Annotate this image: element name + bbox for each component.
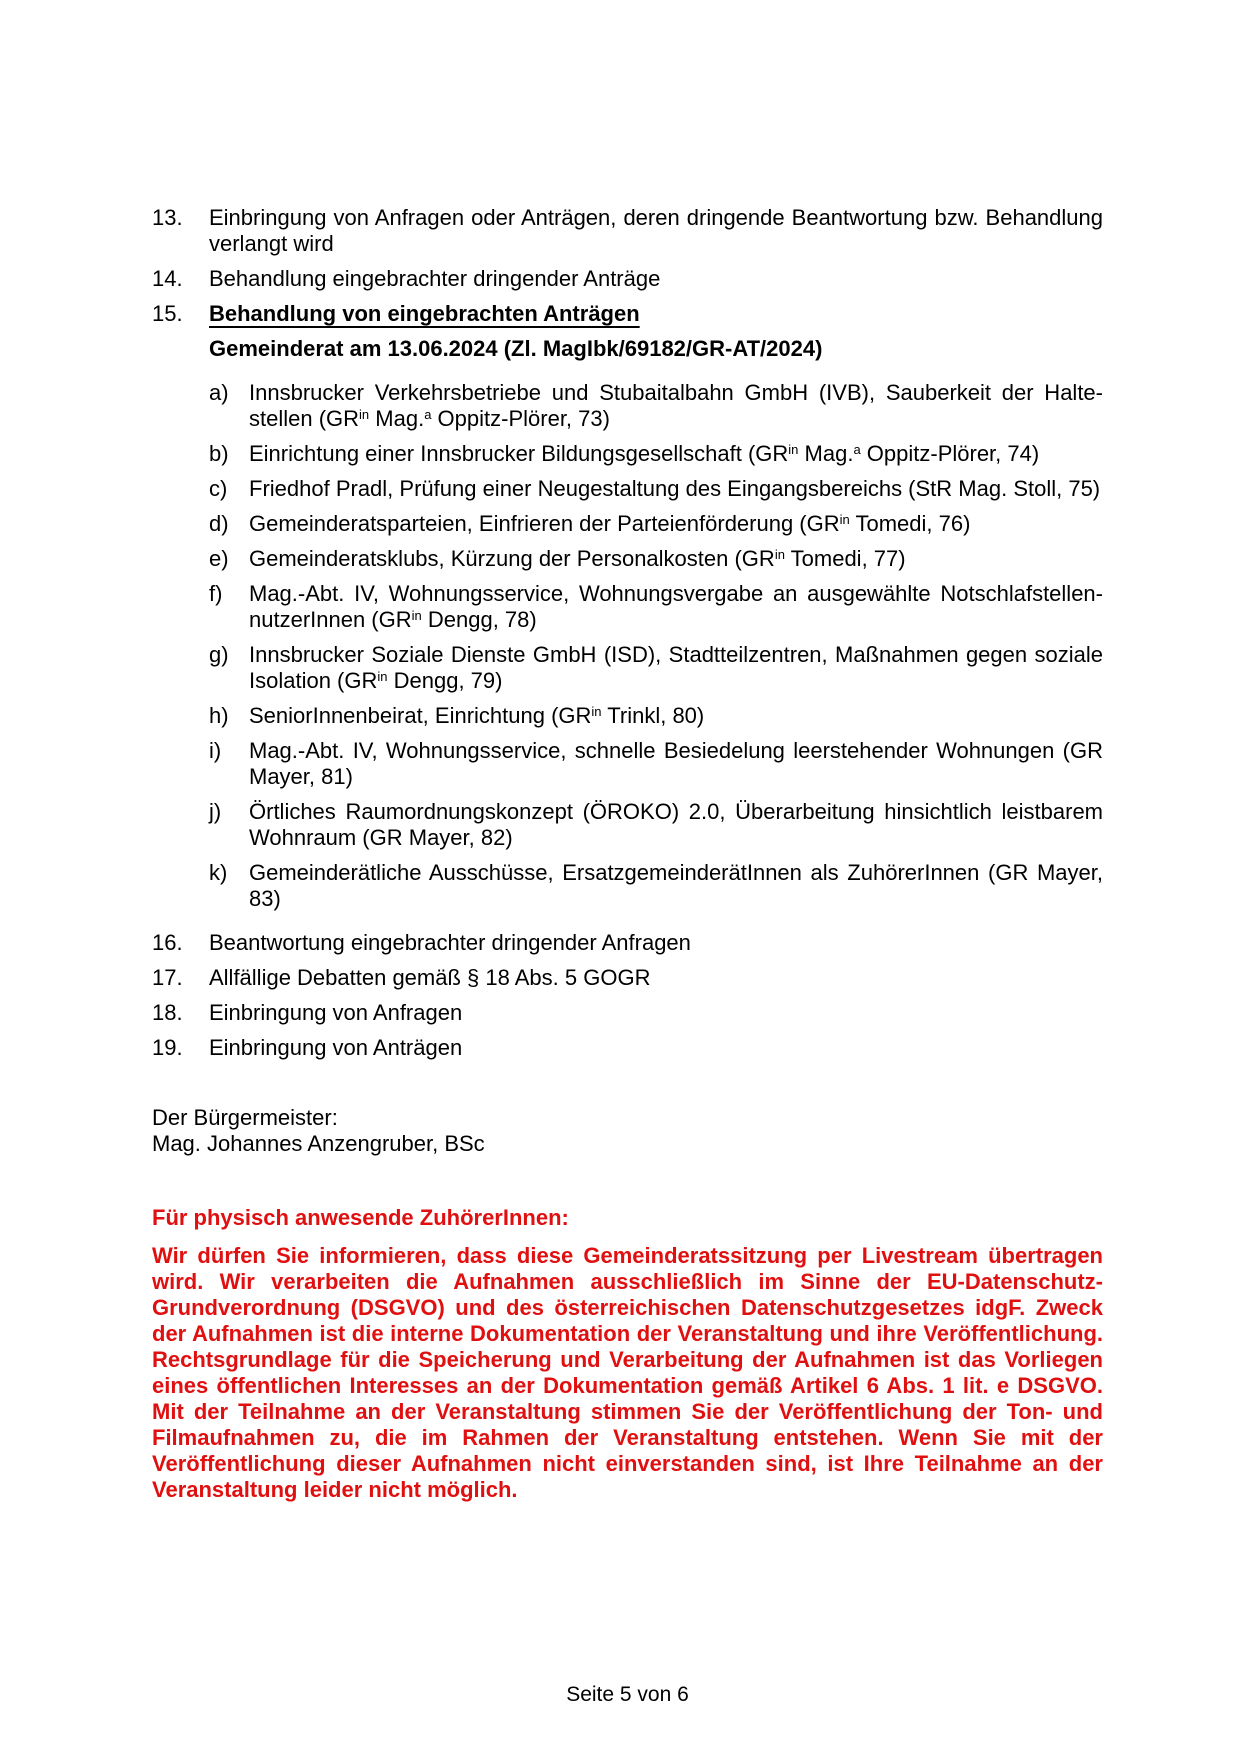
privacy-notice-heading: Für physisch anwesende ZuhörerInnen: <box>152 1205 569 1230</box>
subitem-text: Mag.-Abt. IV, Wohnungsservice, Wohnungsvergabe an ausgewählte NotschlafstellennutzerInnen ($GR^{in}$ Dengg, 78) <box>249 581 1103 632</box>
subitem-text: Gemeinderätliche Ausschüsse, ErsatzgemeinderätInnen als ZuhörerInnen (GR Mayer, 83) <box>249 860 1103 911</box>
signature-name: Mag. Johannes Anzengruber, BSc <box>152 1131 485 1156</box>
signature-title: Der Bürgermeister: <box>152 1105 338 1130</box>
agenda-item-15 <box>152 301 1103 921</box>
subitem-text: Gemeinderatsparteien, Einfrieren der Parteienförderung ($GR^{in}$ Tomedi, 76) <box>249 511 971 536</box>
agenda-subitem-a <box>209 380 1103 432</box>
subitem-letter: h) <box>209 703 229 728</box>
item-text: Einbringung von Anfragen <box>209 1000 463 1025</box>
subitem-letter: f) <box>209 581 223 606</box>
privacy-notice-body: Wir dürfen Sie informieren, dass diese Gemeinderatssitzung per Livestream übertragen wird. Wir verarbeiten die Aufnahmen ausschließlich im Sinne der EU-Datenschutz-Grundverordnung (DSGVO) und des österreichischen Datenschutzgesetzes idgF. Zweck der Aufnahmen ist die interne Dokumentation der Veranstaltung und ihre Veröffentlichung. Rechtsgrundlage für die Speicherung und Verarbeitung der Aufnahmen ist das Vorliegen eines öffentlichen Interesses an der Dokumentation gemäß Artikel 6 Abs. 1 lit. e DSGVO. Mit der Teilnahme an der Veranstaltung stimmen Sie der Veröffentlichung der Ton- und Filmaufnahmen zu, die im Rahmen der Veranstaltung entstehen. Wenn Sie mit der Veröffentlichung dieser Aufnahmen nicht einverstanden sind, ist Ihre Teilnahme an der Veranstaltung leider nicht möglich. <box>152 1243 1103 1502</box>
item-number: 13. <box>152 205 183 230</box>
agenda-item-13 <box>152 205 1103 257</box>
subitem-letter: j) <box>209 799 222 824</box>
agenda-subitem-k <box>209 860 1103 912</box>
item-text: Einbringung von Anträgen <box>209 1035 463 1060</box>
agenda-item-17 <box>152 965 1103 991</box>
agenda-subitem-i <box>209 738 1103 790</box>
subitem-text: SeniorInnenbeirat, Einrichtung ($GR^{in}$ Trinkl, 80) <box>249 703 705 728</box>
subitem-letter: i) <box>209 738 222 763</box>
item-number: 17. <box>152 965 183 990</box>
subitem-letter: a) <box>209 380 229 405</box>
agenda-subitem-f <box>209 581 1103 633</box>
agenda-item-14 <box>152 266 1103 292</box>
subitem-text: Mag.-Abt. IV, Wohnungsservice, schnelle Besiedelung leerstehender Wohnungen (GR Mayer, 81) <box>249 738 1103 789</box>
subitem-text: Innsbrucker Verkehrsbetriebe und Stubaitalbahn GmbH (IVB), Sauberkeit der Haltestellen ($GR^{in}$ Mag.$^a$ Oppitz-Plörer, 73) <box>249 380 1103 431</box>
agenda-subitem-b <box>209 441 1103 467</box>
subitem-letter: g) <box>209 642 229 667</box>
item-15-heading-text: Behandlung von eingebrachten Anträgen <box>209 301 640 326</box>
item-15-subheading: Gemeinderat am 13.06.2024 (Zl. MagIbk/69182/GR-AT/2024) <box>209 336 823 361</box>
item-number: 16. <box>152 930 183 955</box>
subitem-letter: e) <box>209 546 229 571</box>
privacy-notice <box>152 1205 1103 1503</box>
agenda-subitem-h <box>209 703 1103 729</box>
subitem-text: Friedhof Pradl, Prüfung einer Neugestaltung des Eingangsbereichs (StR Mag. Stoll, 75) <box>249 476 1101 501</box>
subitem-text: Gemeinderatsklubs, Kürzung der Personalkosten ($GR^{in}$ Tomedi, 77) <box>249 546 906 571</box>
agenda-item-19 <box>152 1035 1103 1061</box>
agenda-subitem-j <box>209 799 1103 851</box>
item-15-body <box>209 301 1103 921</box>
agenda-subitem-d <box>209 511 1103 537</box>
item-number: 19. <box>152 1035 183 1060</box>
agenda-item-16 <box>152 930 1103 956</box>
item-number: 15. <box>152 301 183 326</box>
item-number: 14. <box>152 266 183 291</box>
page-number-footer: Seite 5 von 6 <box>566 1683 689 1706</box>
subitem-letter: k) <box>209 860 228 885</box>
agenda-subitem-c <box>209 476 1103 502</box>
item-text: Beantwortung eingebrachter dringender Anfragen <box>209 930 691 955</box>
item-15-sublist <box>209 380 1103 912</box>
item-text: Behandlung eingebrachter dringender Anträge <box>209 266 661 291</box>
subitem-letter: c) <box>209 476 228 501</box>
item-15-heading <box>209 301 1103 336</box>
subitem-letter: d) <box>209 511 229 536</box>
item-text: Einbringung von Anfragen oder Anträgen, deren dringende Beantwortung bzw. Behandlung verlangt wird <box>209 205 1103 256</box>
agenda-subitem-g <box>209 642 1103 694</box>
subitem-text: Örtliches Raumordnungskonzept (ÖROKO) 2.0, Überarbeitung hinsichtlich leistbarem Wohnraum (GR Mayer, 82) <box>249 799 1103 850</box>
subitem-letter: b) <box>209 441 229 466</box>
agenda-item-18 <box>152 1000 1103 1026</box>
agenda-subitem-e <box>209 546 1103 572</box>
item-number: 18. <box>152 1000 183 1025</box>
signature-block <box>152 1105 1103 1157</box>
subitem-text: Einrichtung einer Innsbrucker Bildungsgesellschaft ($GR^{in}$ Mag.$^a$ Oppitz-Plörer, 74) <box>249 441 1040 466</box>
subitem-text: Innsbrucker Soziale Dienste GmbH (ISD), Stadtteilzentren, Maßnahmen gegen soziale Isolation ($GR^{in}$ Dengg, 79) <box>249 642 1103 693</box>
item-text: Allfällige Debatten gemäß § 18 Abs. 5 GOGR <box>209 965 651 990</box>
